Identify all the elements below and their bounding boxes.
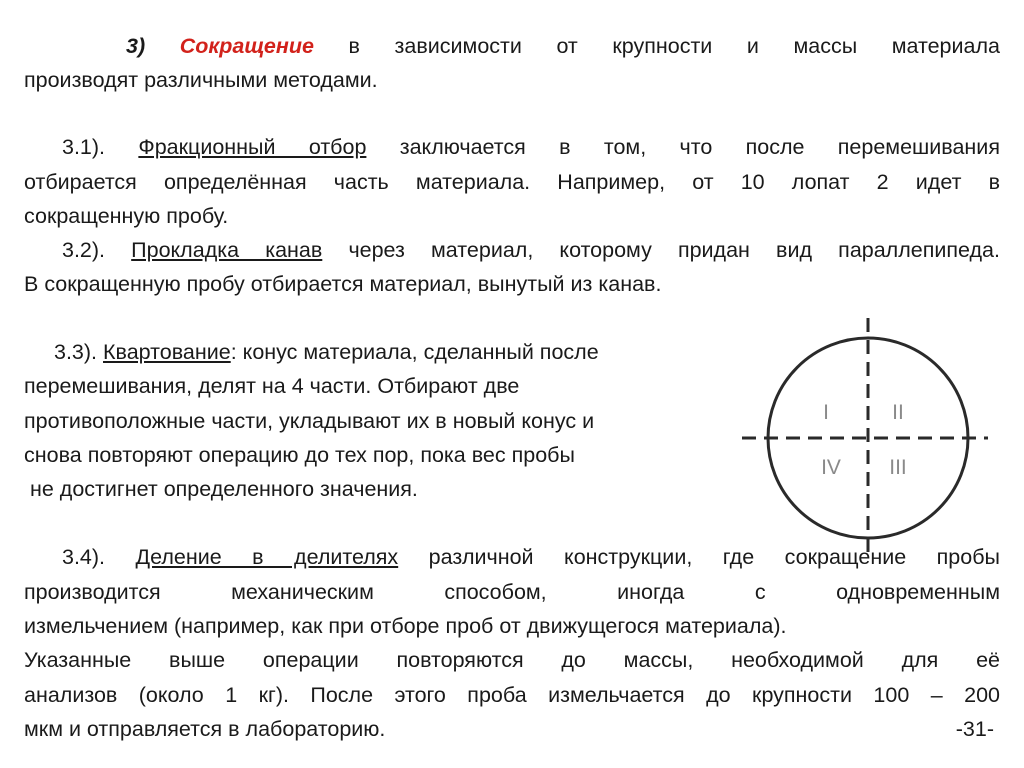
- s31-line1-text: заключается в том, что после перемешивания: [399, 135, 1000, 159]
- s34-line-3: измельчением (например, как при отборе проб от движущегося материала).: [24, 614, 787, 638]
- s31-line-2: отбирается определённая часть материала. Например, от 10 лопат 2 идет в: [24, 170, 1000, 194]
- s32-line1-text: через материал, которому придан вид параллепипеда.: [348, 238, 1000, 262]
- s31-term: Фракционный отбор: [138, 135, 367, 159]
- s31-number: 3.1).: [62, 135, 106, 159]
- s33-line-3: противоположные части, укладывают их в новый конус и: [24, 409, 595, 433]
- s34-line1-text: различной конструкции, где сокращение пробы: [428, 545, 1000, 569]
- s33-line-5: не достигнет определенного значения.: [30, 477, 418, 501]
- s33-number: 3.3).: [54, 340, 98, 364]
- s32-line-2: В сокращенную пробу отбирается материал, вынутый из канав.: [24, 272, 662, 296]
- cone-circle: [768, 338, 968, 538]
- s33-line-4: снова повторяют операцию до тех пор, пока вес пробы: [24, 443, 575, 467]
- s34-number: 3.4).: [62, 545, 106, 569]
- s33-term: Квартование: [103, 340, 231, 364]
- s32-term: Прокладка канав: [131, 238, 323, 262]
- s32-number: 3.2).: [62, 238, 106, 262]
- quadrant-label-3: III: [889, 456, 907, 479]
- s33-line1-text: : конус материала, сделанный после: [230, 340, 599, 364]
- intro-number: 3): [126, 34, 146, 58]
- intro-line1-text: в зависимости от крупности и массы материала: [348, 34, 1000, 58]
- intro-line-1: [126, 30, 1000, 62]
- s31-line-3: сокращенную пробу.: [24, 204, 229, 228]
- intro-line-2: производят различными методами.: [24, 68, 378, 92]
- final-line-2: анализов (около 1 кг). После этого проба измельчается до крупности 100 – 200: [24, 683, 1000, 707]
- s34-line-1: [62, 541, 1000, 573]
- s33-line-2: перемешивания, делят на 4 части. Отбирают две: [24, 374, 520, 398]
- quadrant-label-1: I: [823, 401, 829, 424]
- s34-line-2: производится механическим способом, иногда с одновременным: [24, 580, 1000, 604]
- s31-line-1: [62, 131, 1000, 163]
- s33-line-1: [54, 336, 724, 368]
- final-line-1: Указанные выше операции повторяются до массы, необходимой для её: [24, 648, 1000, 672]
- quadrant-label-2: II: [892, 401, 904, 424]
- intro-term: Сокращение: [179, 34, 314, 58]
- s32-line-1: [62, 234, 1000, 266]
- s34-term: Деление в делителях: [135, 545, 399, 569]
- page-number: -31-: [955, 717, 994, 741]
- quadrant-label-4: IV: [821, 456, 841, 479]
- final-line-3: мкм и отправляется в лабораторию.: [24, 717, 386, 741]
